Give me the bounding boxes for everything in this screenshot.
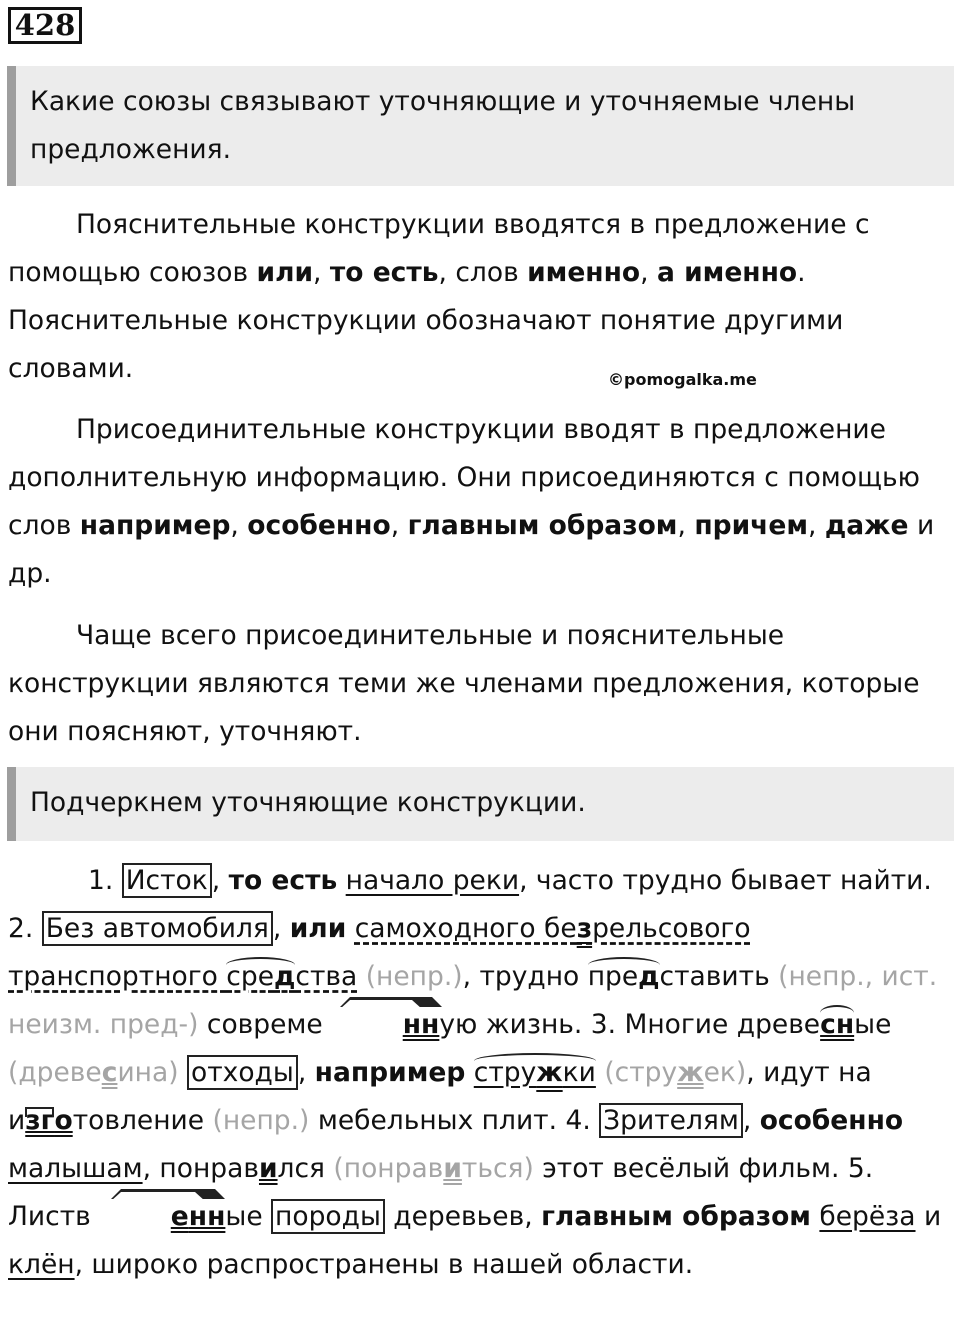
note: (непр.) (212, 1105, 310, 1136)
text: , идут на и (8, 1057, 872, 1136)
text: , (390, 510, 408, 541)
paragraph-connecting (8, 406, 952, 598)
subject-boxed: Исток (122, 863, 212, 898)
letter: о (54, 1105, 73, 1136)
text: и (915, 1201, 942, 1232)
clarifying-member: начало реки (345, 865, 520, 896)
note (8, 1057, 179, 1088)
text: (стру (604, 1057, 678, 1088)
note: (непр.) (365, 961, 463, 992)
text: , (230, 510, 248, 541)
word-prichem: причем (694, 510, 809, 541)
text: , часто трудно бывает найти. (519, 865, 932, 896)
prefix-mark: зг (25, 1105, 55, 1136)
letter: з (576, 913, 593, 944)
paragraph-explanatory (8, 201, 952, 393)
text: мебельных плит. (309, 1105, 566, 1136)
text: ставить (659, 961, 770, 992)
letter: е (170, 1201, 189, 1232)
suffix-mark (91, 1193, 226, 1241)
text: Листв (8, 1201, 91, 1232)
text: ые (854, 1009, 892, 1040)
conj-to-est: то есть (329, 257, 439, 288)
text: и др. (8, 510, 935, 589)
letter: с (101, 1057, 118, 1088)
text: сре (226, 961, 274, 992)
sentence-number: 4. (565, 1105, 600, 1136)
text: , (640, 257, 657, 288)
task-box (7, 767, 954, 841)
letter: и (443, 1153, 462, 1184)
text: лся (277, 1153, 334, 1184)
conj: или (289, 913, 347, 944)
exercise-text: 1. Исток , то есть начало реки, часто трудно бывает найти. 2. Без автомобиля , или самоходного безрельсового транспортного средства (непр.), трудно представить (непр., ист. неизм. пред-) совреме нную жизнь. 3. Многие древесные (древесина) отходы , например стружки (стружек), идут на изготовление (непр.) мебельных плит. 4. Зрителям , особенно малышам, понравился (понравиться) этот весёлый фильм. 5. Листв енные породы деревьев, главным образом берёза и клён, широко распространены в нашей области. (8, 865, 942, 1280)
text: ую жизнь. (439, 1009, 591, 1040)
text: Присоединительные конструкции вводят в предложение дополнительную информацию. Они присоединяются с помощью слов (8, 414, 920, 541)
text: ек) (703, 1057, 747, 1088)
text: товление (72, 1105, 205, 1136)
clarifying-member: малышам (8, 1153, 143, 1184)
text: этот весёлый фильм. (533, 1153, 848, 1184)
letter: ж (677, 1057, 704, 1088)
sentence-number: 1. (88, 865, 122, 896)
letters: нн (188, 1201, 226, 1232)
boxed-member: Без автомобиля (42, 911, 273, 946)
conj-ili: или (256, 257, 314, 288)
text: , широко распространены в нашей области. (74, 1249, 694, 1280)
text: , (313, 257, 330, 288)
word-a-imenno: а именно (657, 257, 798, 288)
letter: и (258, 1153, 278, 1184)
letter: ж (536, 1057, 563, 1088)
task-text: Подчеркнем уточняющие конструкции. (30, 787, 586, 818)
root-arc (226, 961, 295, 992)
text: пре (587, 961, 639, 992)
text: (древе (8, 1057, 102, 1088)
text: ки (562, 1057, 596, 1088)
note (604, 1057, 746, 1088)
clarifying-member: берёза (819, 1201, 916, 1232)
letter: д (638, 961, 660, 992)
text: стру (473, 1057, 537, 1088)
question-text: Какие союзы связывают уточняющие и уточняемые члены предложения. (30, 86, 856, 165)
text: рельсового транспортного (8, 913, 751, 992)
conj: то есть (228, 865, 338, 896)
word-imenno: именно (527, 257, 641, 288)
letter: д (274, 961, 296, 992)
text: , (677, 510, 695, 541)
word-glavnym-obrazom: главным образом (407, 510, 678, 541)
text: , слов (438, 257, 528, 288)
clarifying-member (474, 1057, 596, 1088)
suffix-mark: нн (323, 1001, 440, 1049)
sentence-number: 2. (8, 913, 42, 944)
text: деревьев, (384, 1201, 542, 1232)
sentence-number: 5. (847, 1153, 874, 1184)
subject-boxed: Зрителям (599, 1103, 743, 1138)
word-dazhe: даже (824, 510, 909, 541)
subject-boxed: отходы (187, 1055, 298, 1090)
text: Пояснительные конструкции вводятся в предложение с помощью союзов (8, 209, 870, 288)
question-box (7, 66, 954, 186)
paragraph-summary: Чаще всего присоединительные и пояснительные конструкции являются теми же членами предложения, которые они поясняют, уточняют. (8, 620, 920, 747)
text: ые (225, 1201, 272, 1232)
word-osobenno: особенно (247, 510, 391, 541)
text: совреме (198, 1009, 323, 1040)
text: ться) (461, 1153, 534, 1184)
text: Многие древе (624, 1009, 821, 1040)
watermark: ©pomogalka.me (608, 370, 757, 389)
conj: например (314, 1057, 466, 1088)
sentence-number: 3. (590, 1009, 625, 1040)
subject-boxed: породы (271, 1199, 385, 1234)
note (333, 1153, 533, 1184)
text: . Пояснительные конструкции обозначают понятие другими словами. (8, 257, 844, 384)
note: (непр., ист. неизм. пред-) (8, 961, 938, 1040)
conj: особенно (759, 1105, 904, 1136)
conj: главным образом (541, 1201, 811, 1232)
clarifying-member: клён (8, 1249, 75, 1280)
letters: сн (820, 1009, 855, 1040)
text: ина) (117, 1057, 179, 1088)
text: , понрав (142, 1153, 259, 1184)
text: самоходного бе (354, 913, 577, 944)
text: (понрав (333, 1153, 444, 1184)
word-naprimer: например (79, 510, 231, 541)
root-arc (588, 961, 660, 992)
text: ства (295, 961, 358, 992)
text: , (808, 510, 825, 541)
text: , трудно (462, 961, 588, 992)
task-number: 428 (8, 7, 82, 44)
